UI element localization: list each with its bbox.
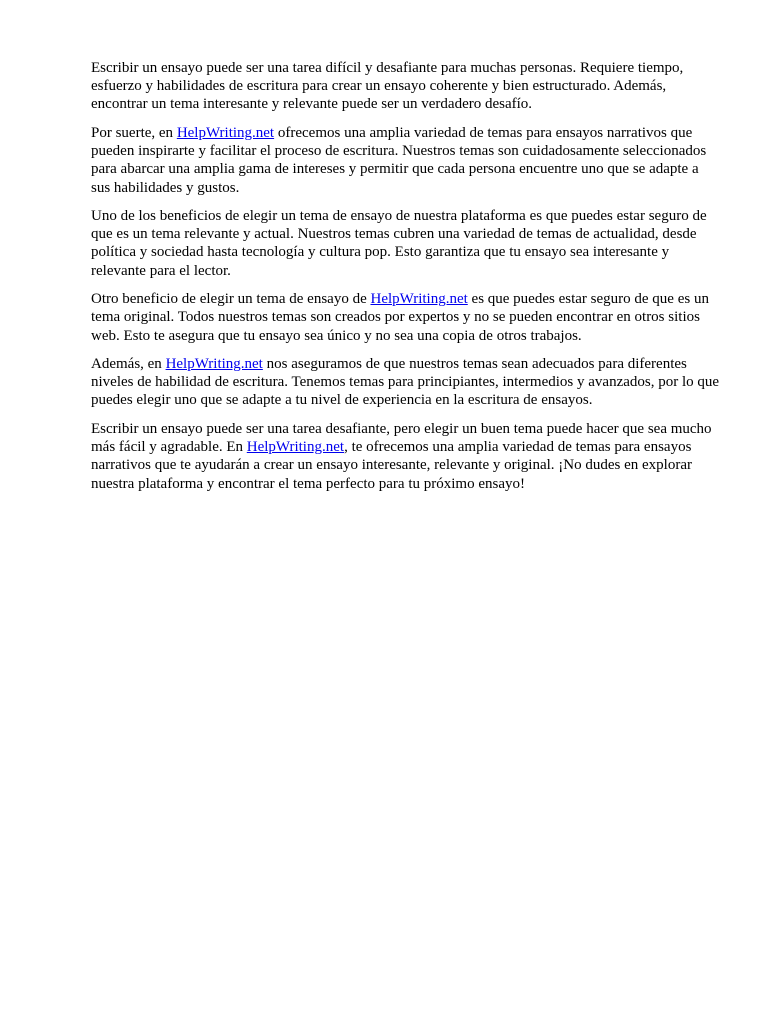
paragraph-text: es que puedes estar seguro de que es un tema original. Todos nuestros temas son creados por expertos y no se pueden encontrar en otros sitios web. Esto te asegura que tu ensayo sea único y no sea una copia de otros trabajos. (91, 291, 709, 344)
paragraph-text: Además, en (91, 356, 166, 373)
paragraph-text: ofrecemos una amplia variedad de temas para ensayos narrativos que pueden inspirarte y facilitar el proceso de escritura. Nuestros temas son cuidadosamente seleccionados para abarcar una amplia gama de intereses y permitir que cada persona encuentre uno que se adapte a sus habilidades y gustos. (91, 124, 707, 196)
paragraph-por-suerte (91, 124, 721, 197)
helpwriting-link[interactable]: HelpWriting.net (370, 291, 468, 308)
helpwriting-link[interactable]: HelpWriting.net (176, 124, 275, 141)
paragraph-intro: Escribir un ensayo puede ser una tarea difícil y desafiante para muchas personas. Requiere tiempo, esfuerzo y habilidades de escritura para crear un ensayo coherente y bien estructurado. Además, encontrar un tema interesante y relevante puede ser un verdadero desafío. (91, 60, 684, 113)
paragraph-ademas (91, 355, 721, 410)
paragraph-beneficios: Uno de los beneficios de elegir un tema de ensayo de nuestra plataforma es que puedes estar seguro de que es un tema relevante y actual. Nuestros temas cubren una variedad de temas de actualidad, desde política y sociedad hasta tecnología y cultura pop. Esto garantiza que tu ensayo sea interesante y relevante para el lector. (91, 208, 707, 279)
paragraph-conclusion (91, 420, 721, 493)
helpwriting-link[interactable]: HelpWriting.net (165, 356, 263, 373)
helpwriting-link[interactable]: HelpWriting.net (246, 439, 345, 456)
document-body (91, 59, 721, 503)
paragraph-text: Por suerte, en (91, 124, 177, 141)
paragraph-text: , te ofrecemos una amplia variedad de temas para ensayos narrativos que te ayudarán a crear un ensayo interesante, relevante y original. ¡No dudes en explorar nuestra plataforma y encontrar el tema perfecto para tu próximo ensayo! (91, 439, 692, 492)
paragraph-text: nos aseguramos de que nuestros temas sean adecuados para diferentes niveles de habilidad de escritura. Tenemos temas para principiantes, intermedios y avanzados, por lo que puedes elegir uno que se adapte a tu nivel de experiencia en la escritura de ensayos. (91, 356, 720, 409)
paragraph-otro-beneficio (91, 290, 721, 345)
paragraph-text: Escribir un ensayo puede ser una tarea desafiante, pero elegir un buen tema puede hacer que sea mucho más fácil y agradable. En (91, 420, 712, 456)
paragraph-text: Otro beneficio de elegir un tema de ensayo de (91, 291, 371, 308)
